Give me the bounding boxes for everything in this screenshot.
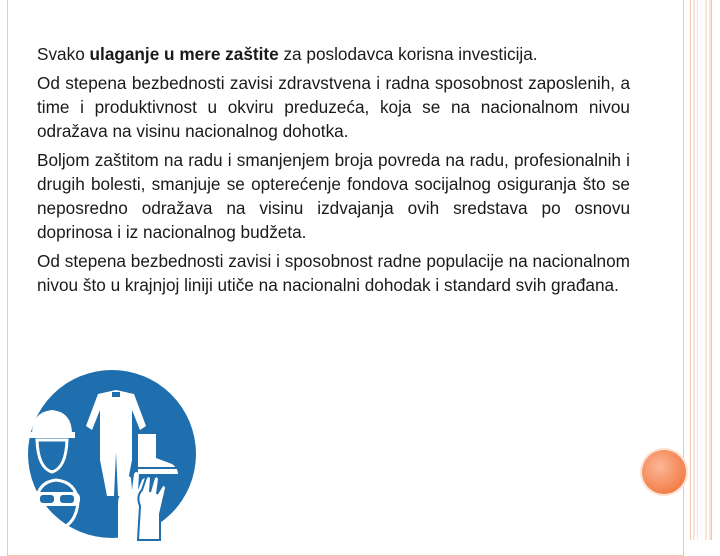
paragraph-national-income: Od stepena bezbednosti zavisi i sposobnost radne populacije na nacionalnom nivou što u krajnjoj liniji utiče na nacionalni dohodak i standard svih građana. (37, 251, 630, 295)
paragraph-social-insurance: Boljom zaštitom na radu i smanjenjem broja povreda na radu, profesionalnih i drugih bolesti, smanjuje se opterećenje fondova socijalnog osiguranja što se neposredno odražava na visinu izdvajanja ovih sredstava po osnovu doprinosa i iz nacionalnog budžeta. (37, 150, 630, 242)
paragraph-productivity: Od stepena bezbednosti zavisi zdravstvena i radna sposobnost zaposlenih, a time i produktivnost u okviru preduzeća, koja se na nacionalnom nivou odražava na visinu nacionalnog dohotka. (37, 73, 630, 141)
decorative-side-strip-gap (698, 0, 703, 540)
paragraph-investment-bold: ulaganje u mere zaštite (89, 44, 279, 64)
slide-text-body (37, 42, 630, 302)
ppe-mandatory-sign-icon (26, 354, 198, 544)
paragraph-investment (37, 42, 630, 66)
paragraph-investment-prefix: Svako (37, 44, 90, 64)
paragraph-investment-suffix: za poslodavca korisna investicija. (278, 44, 538, 64)
decorative-orange-circle (642, 450, 686, 494)
